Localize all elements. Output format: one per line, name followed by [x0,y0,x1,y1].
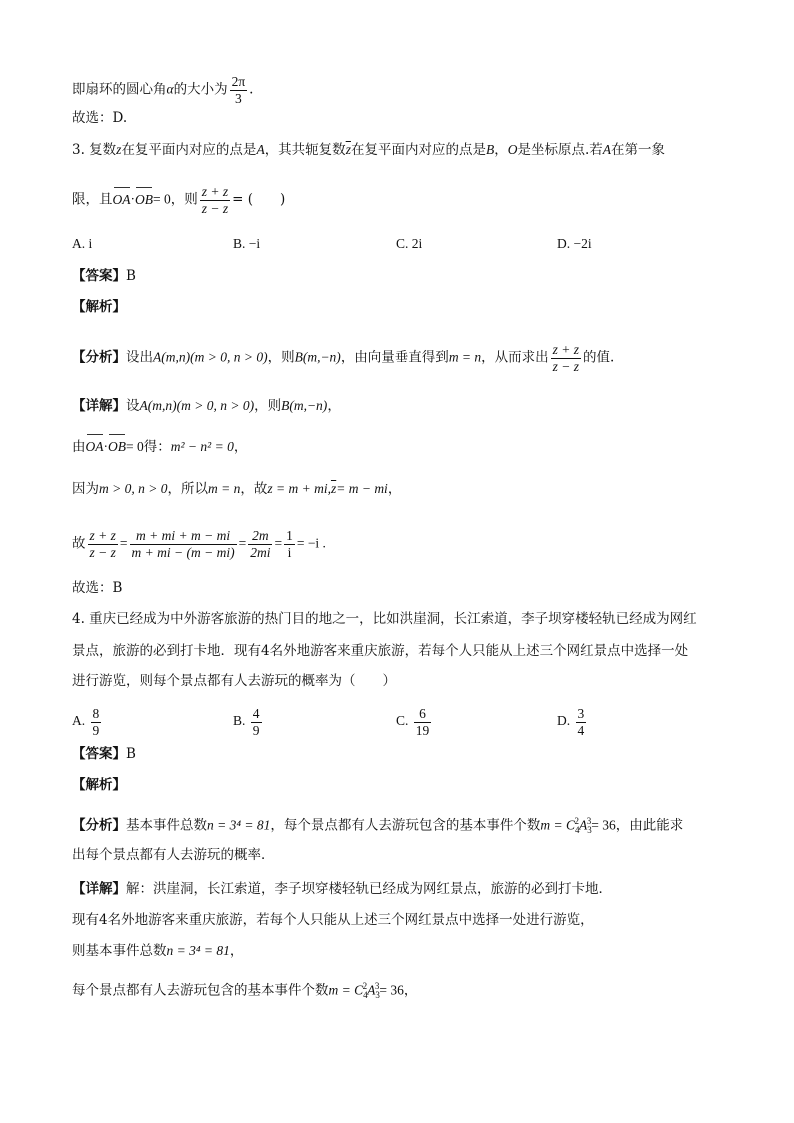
fraction-z-plus-zbar-over-z-minus-zbar: $\frac{z + z}{z - z}$ [201,184,229,216]
q3-analysis-summary: 【分析】设出A(m,n)(m > 0, n > 0)，则B(m,−n)，由向量垂直得到m = n，从而求出 $\frac{z + z}{z - z}$ 的值. [72,342,615,374]
fraction-z-plus-zbar-over-z-minus-zbar: $\frac{z + z}{z - z}$ [552,342,580,374]
q4-analysis-summary-line2: 出每个景点都有人去游玩的概率． [72,847,275,863]
q4-option-b: B. $\frac{4}{9}$ [233,706,260,738]
line-sector-angle: 即扇环的圆心角α的大小为 $\frac{2\pi}{3}$ . [72,74,254,106]
q4-stem-line1: 4. 重庆已经成为中外游客旅游的热门目的地之一，比如洪崖洞，长江索道，李子坝穿楼轻轨已经成为网红 [72,611,697,627]
q3-option-b: B. −i [233,236,261,251]
q3-detail-line3: 因为m > 0, n > 0，所以m = n，故$z = m + mi,\overline{z}= m$ − mi， [72,481,402,497]
q4-detail-line2: 现有4名外地游客来重庆旅游，若每个人只能从上述三个网红景点中选择一处进行游览， [72,912,594,928]
q4-stem-line2: 景点，旅游的必到打卡地．现有4名外地游客来重庆旅游，若每个人只能从上述三个网红景点中选择一处 [72,643,689,659]
q3-answer: 【答案】B [72,268,136,284]
q4-stem-line3: 进行游览，则每个景点都有人去游玩的概率为（ ） [72,673,396,689]
q3-detail-line1: 【详解】设A(m,n)(m > 0, n > 0)，则B(m,−n)， [72,398,341,414]
q3-option-d: D. −2i [557,236,592,251]
q3-stem-line1: 3. 复数z在复平面内对应的点是A，其共轭复数$\overline{z}$在复平面内对应的点是B，O是坐标原点.若A在第一象 [72,142,665,158]
fraction-one-over-i: $\frac{1}{i}$ [286,528,293,560]
q3-option-c: C. 2i [396,236,423,251]
q4-detail-line3: 则基本事件总数n = 3⁴ = 81， [72,943,244,959]
q4-detail-line4: 每个景点都有人去游玩包含的基本事件个数$m = C_4^2A_3^3= 36$， [72,981,418,1001]
answer-choice-d: 故选：D. [72,110,128,126]
q3-analysis-heading: 【解析】 [72,299,126,315]
fraction-two-pi-over-three: $\frac{2\pi}{3}$ [231,74,246,106]
q4-analysis-summary: 【分析】基本事件总数n = 3⁴ = 81，每个景点都有人去游玩包含的基本事件个数$m = C_4^2A_3^3= 36$，由此能求 [72,816,684,836]
q3-detail-line2: 由OA·OB= 0得：m² − n² = 0， [72,439,248,455]
fraction-2m-over-2mi: $\frac{2m}{2mi}$ [250,528,271,560]
q4-answer: 【答案】B [72,746,136,762]
q3-stem-line2: 限，且OA·OB= 0，则 $\frac{z + z}{z - z}$ = ( ) [72,184,286,216]
fraction-z-plus-zbar-over-z-minus-zbar: $\frac{z + z}{z - z}$ [89,528,116,560]
q3-option-a: A. i [72,236,93,251]
fraction-expanded: $\frac{m + mi + m - mi}{m + mi - (m - mi)}$ [131,528,235,560]
q4-option-c: C. $\frac{6}{19}$ [396,706,430,738]
q4-detail-line1: 【详解】解：洪崖洞，长江索道，李子坝穿楼轻轨已经成为网红景点，旅游的必到打卡地． [72,881,612,897]
q3-detail-line4: 故 $\frac{z + z}{z - z}$ = $\frac{m + mi + m - mi}{m + mi - (m - mi)}$ = $\frac{2m}{2mi}$ = $\frac{1}{i}$ = −i . [72,528,326,560]
q4-option-d: D. $\frac{3}{4}$ [557,706,585,738]
q3-final-choice: 故选：B [72,580,123,596]
q4-option-a: A. $\frac{8}{9}$ [72,706,100,738]
q4-analysis-heading: 【解析】 [72,777,126,793]
